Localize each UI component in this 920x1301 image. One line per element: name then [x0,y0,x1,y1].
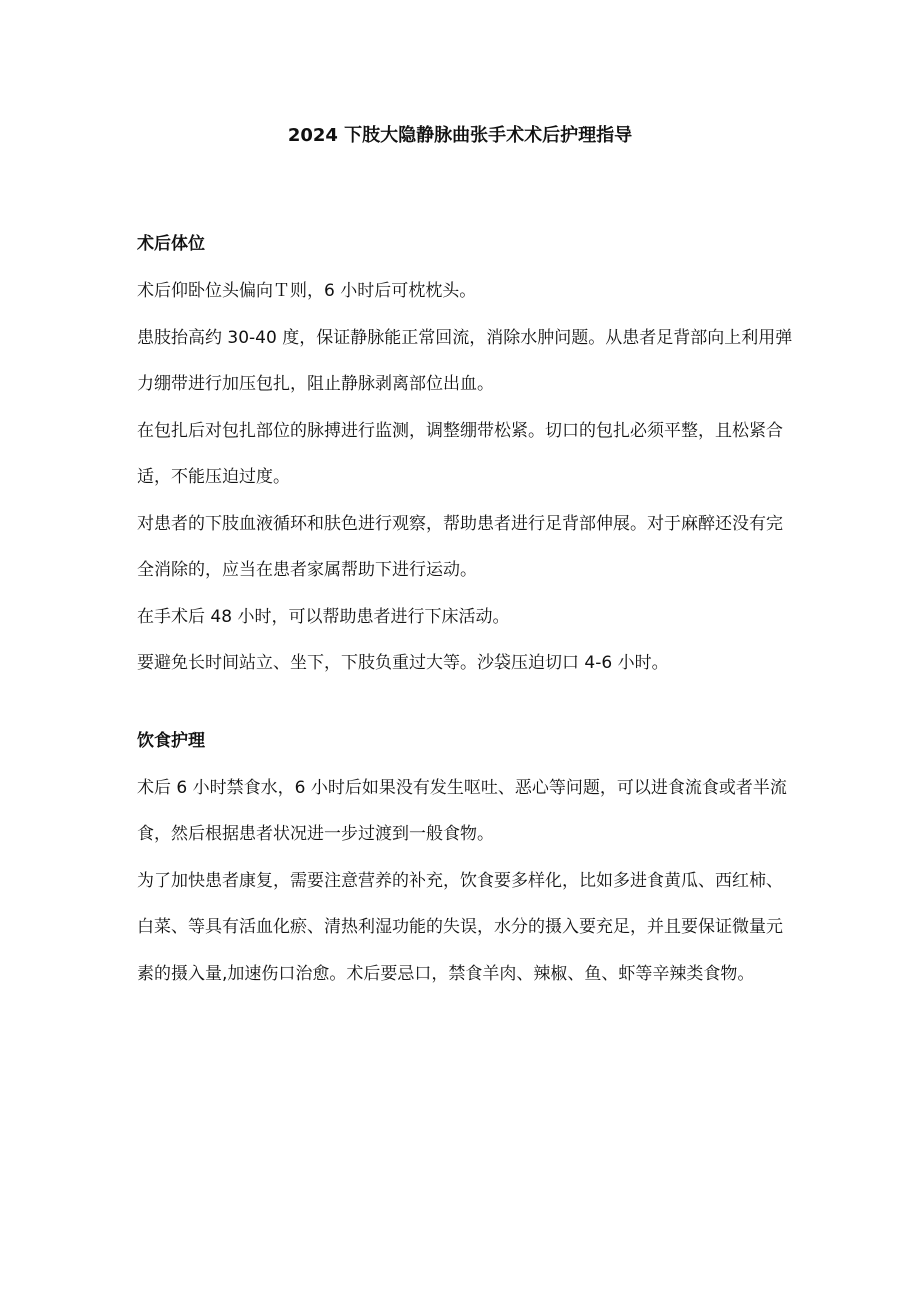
section-diet-care [137,727,797,998]
paragraph: 患肢抬高约 30-40 度，保证静脉能正常回流，消除水肿问题。从患者足背部向上利用弹力绷带进行加压包扎，阻止静脉剥离部位出血。 [137,327,793,394]
document-title: 2024 下肢大隐静脉曲张手术术后护理指导 [287,125,633,146]
paragraph: 为了加快患者康复，需要注意营养的补充，饮食要多样化，比如多进食黄瓜、西红柿、白菜、等具有活血化瘀、清热利湿功能的失误，水分的摄入要充足，并且要保证微量元素的摄入量,加速伤口治愈。术后要忌口，禁食羊肉、辣椒、鱼、虾等辛辣类食物。 [137,870,783,984]
paragraph: 对患者的下肢血液循环和肤色进行观察，帮助患者进行足背部伸展。对于麻醉还没有完全消除的，应当在患者家属帮助下进行运动。 [137,513,783,580]
section-heading: 术后体位 [137,234,205,254]
paragraph: 在包扎后对包扎部位的脉搏进行监测，调整绷带松紧。切口的包扎必须平整，且松紧合适，不能压迫过度。 [137,420,783,487]
paragraph: 在手术后 48 小时，可以帮助患者进行下床活动。 [137,606,510,627]
paragraph: 要避免长时间站立、坐下，下肢负重过大等。沙袋压迫切口 4-6 小时。 [137,653,669,673]
section-post-op-position [137,230,797,687]
paragraph: 术后仰卧位头偏向Ｔ则，6 小时后可枕枕头。 [137,281,477,301]
section-heading: 饮食护理 [137,730,205,751]
document-body [137,230,797,997]
paragraph: 术后 6 小时禁食水，6 小时后如果没有发生呕吐、恶心等问题，可以进食流食或者半流食，然后根据患者状况进一步过渡到一般食物。 [137,777,787,844]
